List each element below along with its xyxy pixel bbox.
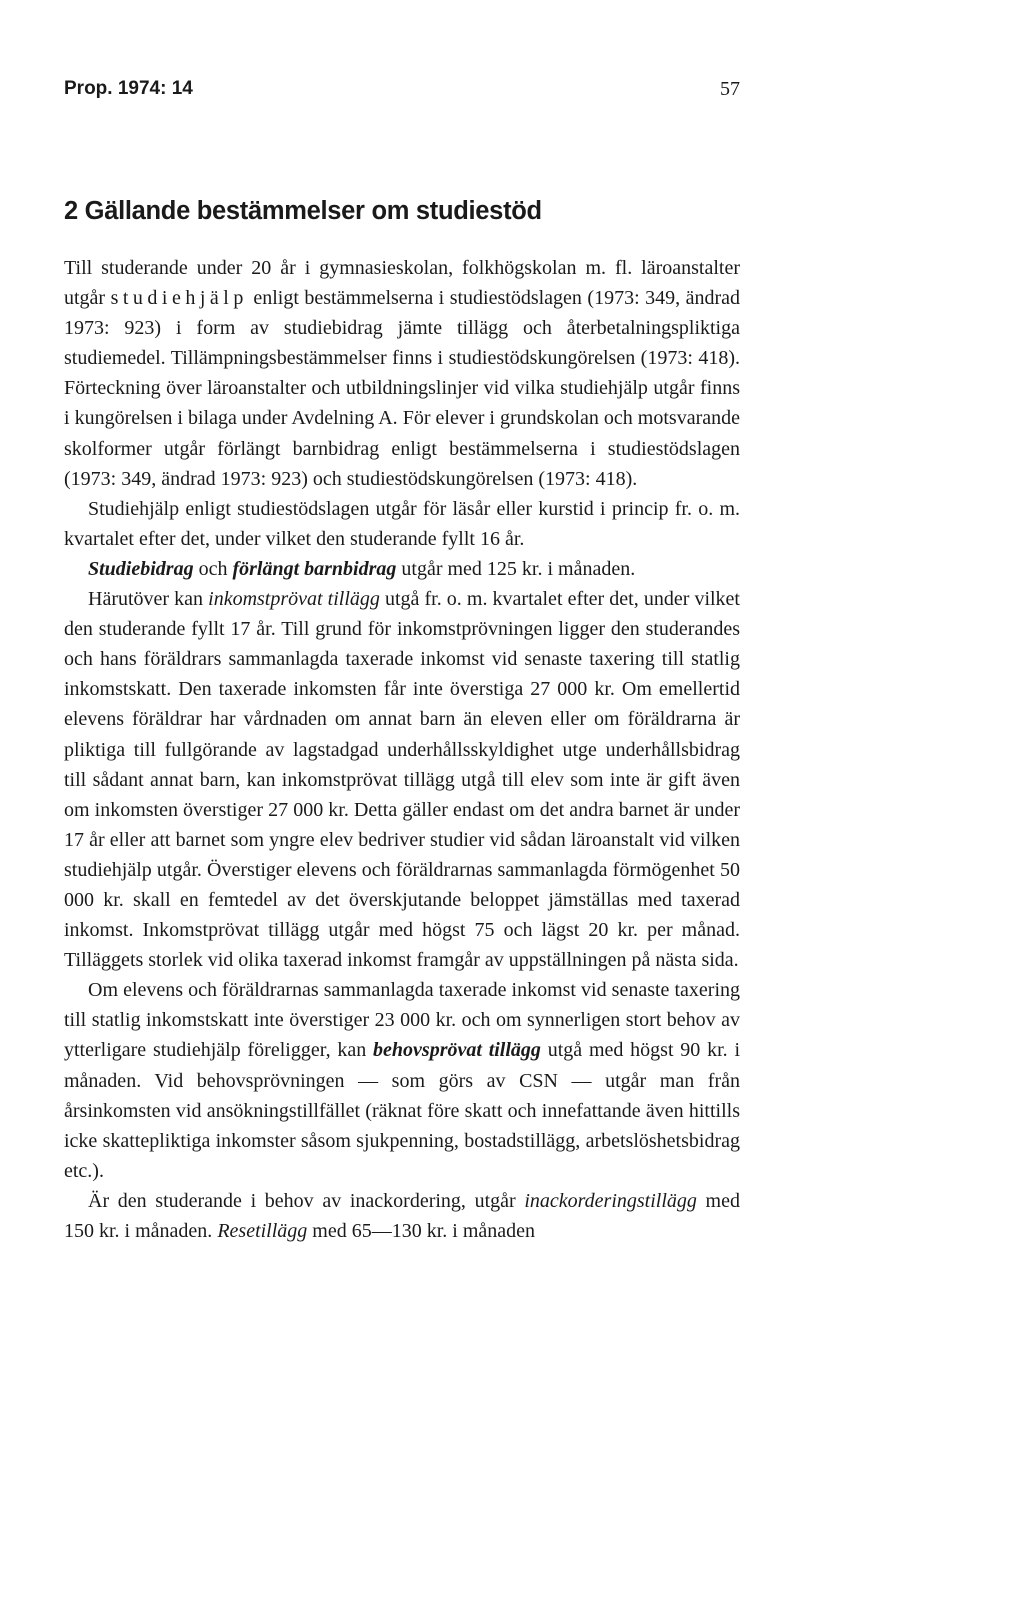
paragraph-1-text-a: Till studerande under 20 år i gymnasieskolan, folkhögskolan m. fl. läroanstalter utgår [64,257,740,310]
paragraph-6-text-a: Är den studerande i behov av inackordering, utgår [88,1189,525,1212]
paragraph-6-text-c: med 150 kr. i månaden. [64,1189,740,1242]
section-title: 2 Gällande bestämmelser om studiestöd [64,197,542,225]
term-studiebidrag: Studiebidrag [88,557,194,580]
paragraph-4-text-a: Härutöver kan [88,588,209,611]
term-studiehjalp: studiehjälp [110,287,248,310]
paragraph-5 [64,975,740,1186]
paragraph-4 [64,584,740,975]
paragraph-4-text-c: utgå fr. o. m. kvartalet efter det, under vilket den studerande fyllt 17 år. Till grund för inkomstprövningen ligger den studerandes och hans föräldrars sammanlagda taxerade inkomst vid senaste taxering till statlig inkomstskatt. Den taxerade inkomsten får inte överstiga 27 000 kr. Om emellertid elevens föräldrar har vårdnaden om annat barn än eleven eller om föräldrarna är pliktiga till fullgörande av lagstadgad underhållsskyldighet utge underhållsbidrag till sådant annat barn, kan inkomstprövat tillägg utgå till elev som inte är gift även om inkomsten överstiger 27 000 kr. Detta gäller endast om det andra barnet är under 17 år eller att barnet som yngre elev bedriver studier vid sådan läroanstalt vid vilken studiehjälp utgår. Överstiger elevens och föräldrarnas sammanlagda förmögenhet 50 000 kr. skall en femtedel av det överskjutande beloppet jämställas med taxerad inkomst. Inkomstprövat tillägg utgår med högst 75 och lägst 20 kr. per månad. Tilläggets storlek vid olika taxerad inkomst framgår av uppställningen på nästa sida. [64,588,740,972]
term-inkomstprovat-tillagg: inkomstprövat tillägg [208,588,380,611]
paragraph-1-text-c: enligt bestämmelserna i studiestödslagen (1973: 349, ändrad 1973: 923) i form av studiebidrag jämte tillägg och återbetalningspliktiga studiemedel. Tillämpningsbestämmelser finns i studiestödskungörelsen (1973: 418). Förteckning över läroanstalter och utbildningslinjer vid vilka studiehjälp utgår finns i kungörelsen i bilaga under Avdelning A. För elever i grundskolan och motsvarande skolformer utgår förlängt barnbidrag enligt bestämmelserna i studiestödslagen (1973: 349, ändrad 1973: 923) och studiestödskungörelsen (1973: 418). [64,287,740,490]
page-number: 57 [720,78,740,100]
page-header [64,78,740,102]
term-inackorderingstillagg: inackorderingstillägg [524,1189,697,1212]
term-forlangt-barnbidrag: förlängt barnbidrag [232,557,397,580]
paragraph-6 [64,1186,740,1246]
paragraph-5-text-c: utgå med högst 90 kr. i månaden. Vid behovsprövningen — som görs av CSN — utgår man från årsinkomsten vid ansökningstillfället (räknat före skatt och innefattande även hittills icke skattepliktiga inkomster såsom sjukpenning, bostadstillägg, arbetslöshetsbidrag etc.). [64,1039,740,1182]
paragraph-3 [64,554,740,584]
paragraph-3-text-d: utgår med 125 kr. i månaden. [396,557,636,580]
paragraph-5-text-a: Om elevens och föräldrarnas sammanlagda taxerade inkomst vid senaste taxering till statlig inkomstskatt inte överstiger 23 000 kr. och om synnerligen stort behov av ytterligare studiehjälp föreligger, kan [64,979,740,1062]
document-reference: Prop. 1974: 14 [64,78,193,99]
paragraph-6-text-e: med 65—130 kr. i månaden [307,1220,536,1242]
paragraph-1 [64,253,740,494]
body-text [64,253,740,1246]
term-resetillagg: Resetillägg [217,1220,308,1242]
paragraph-2: Studiehjälp enligt studiestödslagen utgår för läsår eller kurstid i princip fr. o. m. kvartalet efter det, under vilket den studerande fyllt 16 år. [64,497,740,550]
term-behovsprovat-tillagg: behovsprövat tillägg [373,1039,541,1062]
paragraph-3-text-b: och [193,557,233,580]
